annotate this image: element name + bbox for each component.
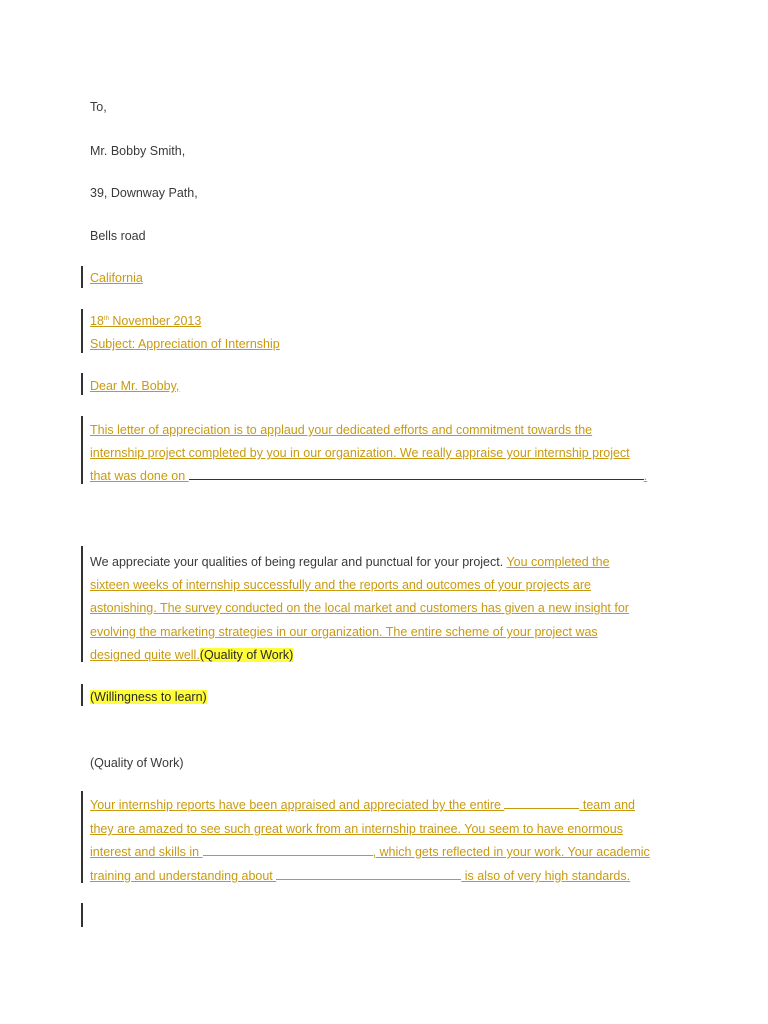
recipient-road: Bells road [90,229,146,243]
para3-line1: Your internship reports have been appraised and appreciated by the entire team and [90,798,635,812]
recipient-to: To, [90,100,107,114]
recipient-street: 39, Downway Path, [90,186,198,200]
change-bar [81,416,83,484]
fill-in-blank[interactable] [504,798,579,809]
change-bar [81,546,83,662]
para2-line3: astonishing. The survey conducted on the local market and customers has given a new insight for [90,601,629,615]
para1-line1: This letter of appreciation is to applaud your dedicated efforts and commitment towards the [90,423,593,437]
willingness-label: (Willingness to learn) [90,690,207,704]
salutation: Dear Mr. Bobby, [90,379,180,393]
quality-of-work-label: (Quality of Work) [90,756,184,770]
fill-in-blank[interactable] [276,869,461,880]
para3-line4: training and understanding about is also of very high standards. [90,869,631,883]
para2-line5: designed quite well.(Quality of Work) [90,648,294,662]
para3-line2: they are amazed to see such great work from an internship trainee. You seem to have enormous [90,822,623,836]
text-cursor [81,903,83,927]
recipient-name: Mr. Bobby Smith, [90,144,186,158]
para3-line3: interest and skills in , which gets reflected in your work. Your academic [90,845,650,859]
letter-date: 18th November 2013 [90,314,202,328]
change-bar [81,266,83,288]
change-bar [81,309,83,353]
para2-line2: sixteen weeks of internship successfully and the reports and outcomes of your projects are [90,578,591,592]
change-bar [81,373,83,395]
para1-line3: that was done on . [90,469,648,483]
recipient-state: California [90,271,143,285]
fill-in-blank[interactable] [203,845,373,856]
change-bar [81,684,83,706]
para2-line4: evolving the marketing strategies in our organization. The entire scheme of your project was [90,625,598,639]
fill-in-blank[interactable] [189,469,644,480]
change-bar [81,791,83,883]
para1-line2: internship project completed by you in our organization. We really appraise your internship project [90,446,630,460]
highlight-quality-of-work: (Quality of Work) [199,648,294,662]
para2-line1: We appreciate your qualities of being regular and punctual for your project. You completed the [90,555,610,569]
letter-subject: Subject: Appreciation of Internship [90,337,280,351]
